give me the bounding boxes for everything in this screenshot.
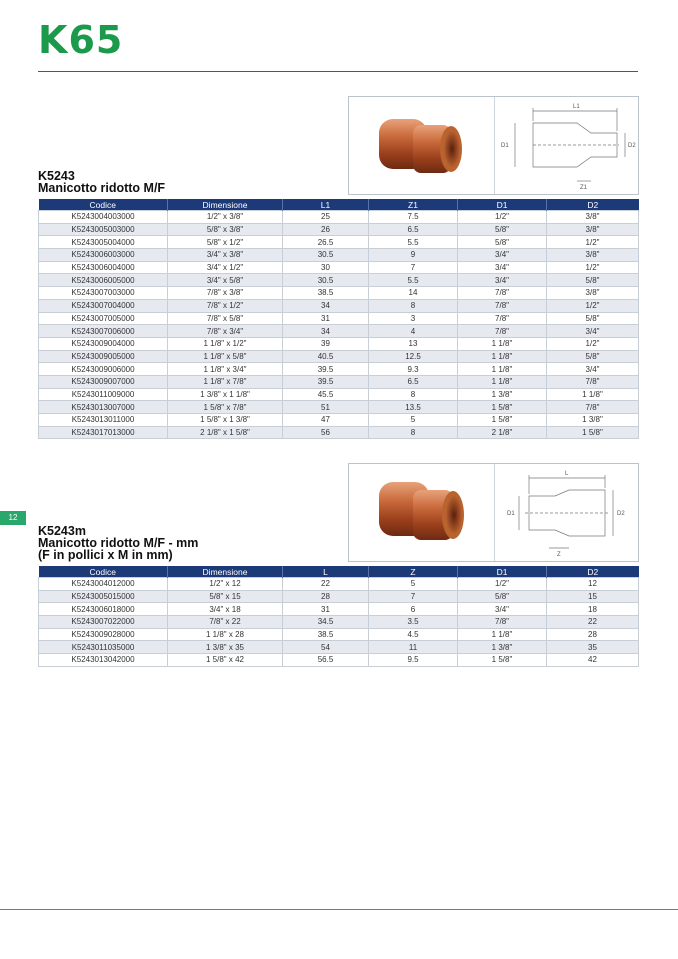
- table-cell: 14: [369, 287, 458, 300]
- table-cell: 1 1/8" x 1/2": [168, 337, 283, 350]
- table-cell: 3/8": [547, 223, 639, 236]
- table-cell: 7/8" x 22: [168, 616, 283, 629]
- table-cell: 39.5: [283, 363, 369, 376]
- table-cell: 7: [369, 261, 458, 274]
- table-cell: K5243011009000: [39, 388, 168, 401]
- table-cell: 1/2": [547, 299, 639, 312]
- table-cell: 5: [369, 414, 458, 427]
- page-number-tab: 12: [0, 511, 26, 525]
- table-cell: K5243009028000: [39, 628, 168, 641]
- table-cell: 1 5/8" x 1 3/8": [168, 414, 283, 427]
- table-cell: 5/8": [547, 350, 639, 363]
- column-header: D2: [547, 199, 639, 211]
- table-cell: 1 1/8": [458, 375, 547, 388]
- table-cell: 5/8": [458, 590, 547, 603]
- table-cell: 1/2": [547, 261, 639, 274]
- table-row: [39, 641, 639, 654]
- table-cell: 1 5/8" x 42: [168, 654, 283, 667]
- section2-code: K5243m: [38, 524, 86, 538]
- drawing-label-z: Z1: [580, 185, 588, 191]
- table-cell: 30.5: [283, 249, 369, 262]
- table-cell: 3/8": [547, 249, 639, 262]
- table-cell: 26: [283, 223, 369, 236]
- table-cell: 28: [283, 590, 369, 603]
- table-cell: 25: [283, 211, 369, 224]
- table-cell: 1 5/8": [458, 654, 547, 667]
- table-cell: 3/4": [458, 603, 547, 616]
- table-cell: K5243009005000: [39, 350, 168, 363]
- table-row: [39, 223, 639, 236]
- table-cell: 56: [283, 426, 369, 439]
- table-cell: 30: [283, 261, 369, 274]
- table-cell: 7/8": [547, 401, 639, 414]
- table-cell: K5243005015000: [39, 590, 168, 603]
- table-cell: 13.5: [369, 401, 458, 414]
- table-cell: 1/2" x 12: [168, 578, 283, 591]
- table-cell: K5243009007000: [39, 375, 168, 388]
- table-cell: 3/8": [547, 287, 639, 300]
- table-cell: 1/2": [547, 337, 639, 350]
- table-cell: 13: [369, 337, 458, 350]
- table-cell: 5/8": [547, 312, 639, 325]
- table-cell: K5243007006000: [39, 325, 168, 338]
- table-cell: 7/8": [458, 312, 547, 325]
- table-cell: K5243007003000: [39, 287, 168, 300]
- table-cell: 1 1/8": [458, 628, 547, 641]
- table-cell: K5243004012000: [39, 578, 168, 591]
- table-row: [39, 426, 639, 439]
- table-cell: 6.5: [369, 375, 458, 388]
- table-cell: 51: [283, 401, 369, 414]
- table-cell: 1 3/8": [547, 414, 639, 427]
- table-cell: 7/8": [458, 616, 547, 629]
- table-cell: 5/8" x 1/2": [168, 236, 283, 249]
- column-header: L: [283, 566, 369, 578]
- table-row: [39, 249, 639, 262]
- table-cell: 38.5: [283, 287, 369, 300]
- table-cell: 3/4" x 3/8": [168, 249, 283, 262]
- table-cell: 7/8": [458, 325, 547, 338]
- drawing-label-z: Z: [557, 552, 561, 558]
- table-cell: 7/8": [458, 287, 547, 300]
- table-row: [39, 211, 639, 224]
- table-cell: 7/8": [458, 299, 547, 312]
- table-cell: K5243013007000: [39, 401, 168, 414]
- table-cell: 15: [547, 590, 639, 603]
- table-row: [39, 274, 639, 287]
- k5243-table: [38, 199, 639, 439]
- table-cell: K5243007022000: [39, 616, 168, 629]
- table-cell: 1/2": [547, 236, 639, 249]
- table-cell: 3/4": [458, 249, 547, 262]
- table-cell: K5243009004000: [39, 337, 168, 350]
- column-header: D2: [547, 566, 639, 578]
- table-cell: 5.5: [369, 274, 458, 287]
- table-cell: 54: [283, 641, 369, 654]
- table-row: [39, 414, 639, 427]
- table-cell: 3/4" x 1/2": [168, 261, 283, 274]
- table-cell: 22: [283, 578, 369, 591]
- table-cell: 1 3/8": [458, 641, 547, 654]
- drawing-label-d2: D2: [628, 143, 636, 149]
- fitting-photo: [349, 464, 494, 561]
- table-cell: 4: [369, 325, 458, 338]
- table-cell: 47: [283, 414, 369, 427]
- table-cell: 3.5: [369, 616, 458, 629]
- table-row: [39, 350, 639, 363]
- table-row: [39, 337, 639, 350]
- table-cell: 3/4" x 5/8": [168, 274, 283, 287]
- table-cell: 3/4": [458, 274, 547, 287]
- table-cell: 1 1/8" x 7/8": [168, 375, 283, 388]
- table-cell: 3/4": [458, 261, 547, 274]
- table-row: [39, 401, 639, 414]
- table-cell: 7: [369, 590, 458, 603]
- table-cell: 1 1/8": [547, 388, 639, 401]
- table-cell: 2 1/8": [458, 426, 547, 439]
- table-cell: K5243013011000: [39, 414, 168, 427]
- table-cell: 22: [547, 616, 639, 629]
- table-cell: 8: [369, 299, 458, 312]
- table-cell: 1 5/8": [458, 401, 547, 414]
- column-header: D1: [458, 199, 547, 211]
- technical-drawing: [495, 97, 638, 194]
- column-header: Dimensione: [168, 199, 283, 211]
- table-cell: K5243006004000: [39, 261, 168, 274]
- table-cell: K5243007004000: [39, 299, 168, 312]
- technical-drawing: [495, 464, 638, 561]
- table-row: [39, 603, 639, 616]
- column-header: Codice: [39, 199, 168, 211]
- table-cell: 18: [547, 603, 639, 616]
- table-cell: 31: [283, 603, 369, 616]
- table-cell: 1 1/8" x 28: [168, 628, 283, 641]
- table-row: [39, 388, 639, 401]
- table-cell: 1 3/8": [458, 388, 547, 401]
- table-cell: 7/8" x 1/2": [168, 299, 283, 312]
- table-cell: 34: [283, 325, 369, 338]
- table-cell: 9.3: [369, 363, 458, 376]
- table-cell: 5/8": [458, 236, 547, 249]
- table-cell: K5243017013000: [39, 426, 168, 439]
- table-cell: 1 5/8" x 7/8": [168, 401, 283, 414]
- table-cell: 45.5: [283, 388, 369, 401]
- table-row: [39, 287, 639, 300]
- section1-title: Manicotto ridotto M/F: [38, 181, 166, 195]
- table-cell: K5243005004000: [39, 236, 168, 249]
- table-row: [39, 578, 639, 591]
- table-cell: 3/8": [547, 211, 639, 224]
- table-cell: 35: [547, 641, 639, 654]
- table-cell: 6: [369, 603, 458, 616]
- table-cell: 5.5: [369, 236, 458, 249]
- column-header: Dimensione: [168, 566, 283, 578]
- fitting-photo: [349, 97, 494, 194]
- table-cell: 3/4": [547, 363, 639, 376]
- table-cell: 28: [547, 628, 639, 641]
- column-header: Codice: [39, 566, 168, 578]
- table-cell: 56.5: [283, 654, 369, 667]
- table-cell: 1/2": [458, 211, 547, 224]
- drawing-label-l: L: [565, 471, 569, 477]
- drawing-label-l: L1: [573, 104, 580, 110]
- table-row: [39, 363, 639, 376]
- column-header: Z: [369, 566, 458, 578]
- table-row: [39, 312, 639, 325]
- footer-rule: [0, 909, 678, 910]
- table-cell: 1 1/8": [458, 350, 547, 363]
- table-cell: 1 5/8": [547, 426, 639, 439]
- table-cell: 34.5: [283, 616, 369, 629]
- table-cell: 8: [369, 388, 458, 401]
- table-cell: K5243009006000: [39, 363, 168, 376]
- table-cell: 7/8": [547, 375, 639, 388]
- table-cell: 5/8": [547, 274, 639, 287]
- table-cell: K5243004003000: [39, 211, 168, 224]
- k5243m-table: [38, 566, 639, 667]
- drawing-label-d1: D1: [507, 511, 515, 517]
- table-cell: K5243006005000: [39, 274, 168, 287]
- table-cell: 39.5: [283, 375, 369, 388]
- table-cell: 1 5/8": [458, 414, 547, 427]
- k5243-figure: [348, 96, 639, 195]
- table-row: [39, 375, 639, 388]
- table-cell: 4.5: [369, 628, 458, 641]
- table-cell: 6.5: [369, 223, 458, 236]
- table-cell: 1 3/8" x 1 1/8": [168, 388, 283, 401]
- header-rule: [38, 71, 638, 72]
- table-row: [39, 236, 639, 249]
- drawing-label-d2: D2: [617, 511, 625, 517]
- table-cell: 9: [369, 249, 458, 262]
- table-cell: 3: [369, 312, 458, 325]
- table-cell: 34: [283, 299, 369, 312]
- table-cell: 7.5: [369, 211, 458, 224]
- table-cell: K5243006018000: [39, 603, 168, 616]
- column-header: L1: [283, 199, 369, 211]
- table-cell: 5/8": [458, 223, 547, 236]
- table-row: [39, 325, 639, 338]
- table-cell: K5243005003000: [39, 223, 168, 236]
- table-cell: 39: [283, 337, 369, 350]
- table-cell: 26.5: [283, 236, 369, 249]
- table-cell: 5/8" x 15: [168, 590, 283, 603]
- k5243m-figure: [348, 463, 639, 562]
- table-row: [39, 590, 639, 603]
- table-cell: 1/2": [458, 578, 547, 591]
- table-cell: 1 1/8" x 5/8": [168, 350, 283, 363]
- table-cell: 2 1/8" x 1 5/8": [168, 426, 283, 439]
- table-cell: 3/4" x 18: [168, 603, 283, 616]
- table-cell: 40.5: [283, 350, 369, 363]
- column-header: Z1: [369, 199, 458, 211]
- table-cell: 1 1/8": [458, 363, 547, 376]
- table-cell: 1 1/8" x 3/4": [168, 363, 283, 376]
- table-cell: 30.5: [283, 274, 369, 287]
- section1-code: K5243: [38, 169, 75, 183]
- table-cell: 31: [283, 312, 369, 325]
- table-cell: 5/8" x 3/8": [168, 223, 283, 236]
- table-cell: K5243006003000: [39, 249, 168, 262]
- section2-title: Manicotto ridotto M/F - mm: [38, 536, 199, 550]
- table-cell: 1/2" x 3/8": [168, 211, 283, 224]
- table-cell: 12.5: [369, 350, 458, 363]
- table-cell: 7/8" x 5/8": [168, 312, 283, 325]
- table-cell: 5: [369, 578, 458, 591]
- table-row: [39, 299, 639, 312]
- table-row: [39, 654, 639, 667]
- table-cell: 8: [369, 426, 458, 439]
- table-cell: 1 1/8": [458, 337, 547, 350]
- table-row: [39, 616, 639, 629]
- table-row: [39, 628, 639, 641]
- table-cell: 42: [547, 654, 639, 667]
- drawing-label-d1: D1: [501, 143, 509, 149]
- table-cell: 38.5: [283, 628, 369, 641]
- table-cell: 11: [369, 641, 458, 654]
- table-cell: 12: [547, 578, 639, 591]
- table-cell: 9.5: [369, 654, 458, 667]
- section2-subtitle: (F in pollici x M in mm): [38, 548, 173, 562]
- brand-title: K65: [38, 18, 124, 62]
- table-cell: K5243013042000: [39, 654, 168, 667]
- table-cell: K5243007005000: [39, 312, 168, 325]
- table-cell: 3/4": [547, 325, 639, 338]
- table-cell: 1 3/8" x 35: [168, 641, 283, 654]
- column-header: D1: [458, 566, 547, 578]
- table-cell: 7/8" x 3/8": [168, 287, 283, 300]
- table-row: [39, 261, 639, 274]
- table-cell: 7/8" x 3/4": [168, 325, 283, 338]
- table-cell: K5243011035000: [39, 641, 168, 654]
